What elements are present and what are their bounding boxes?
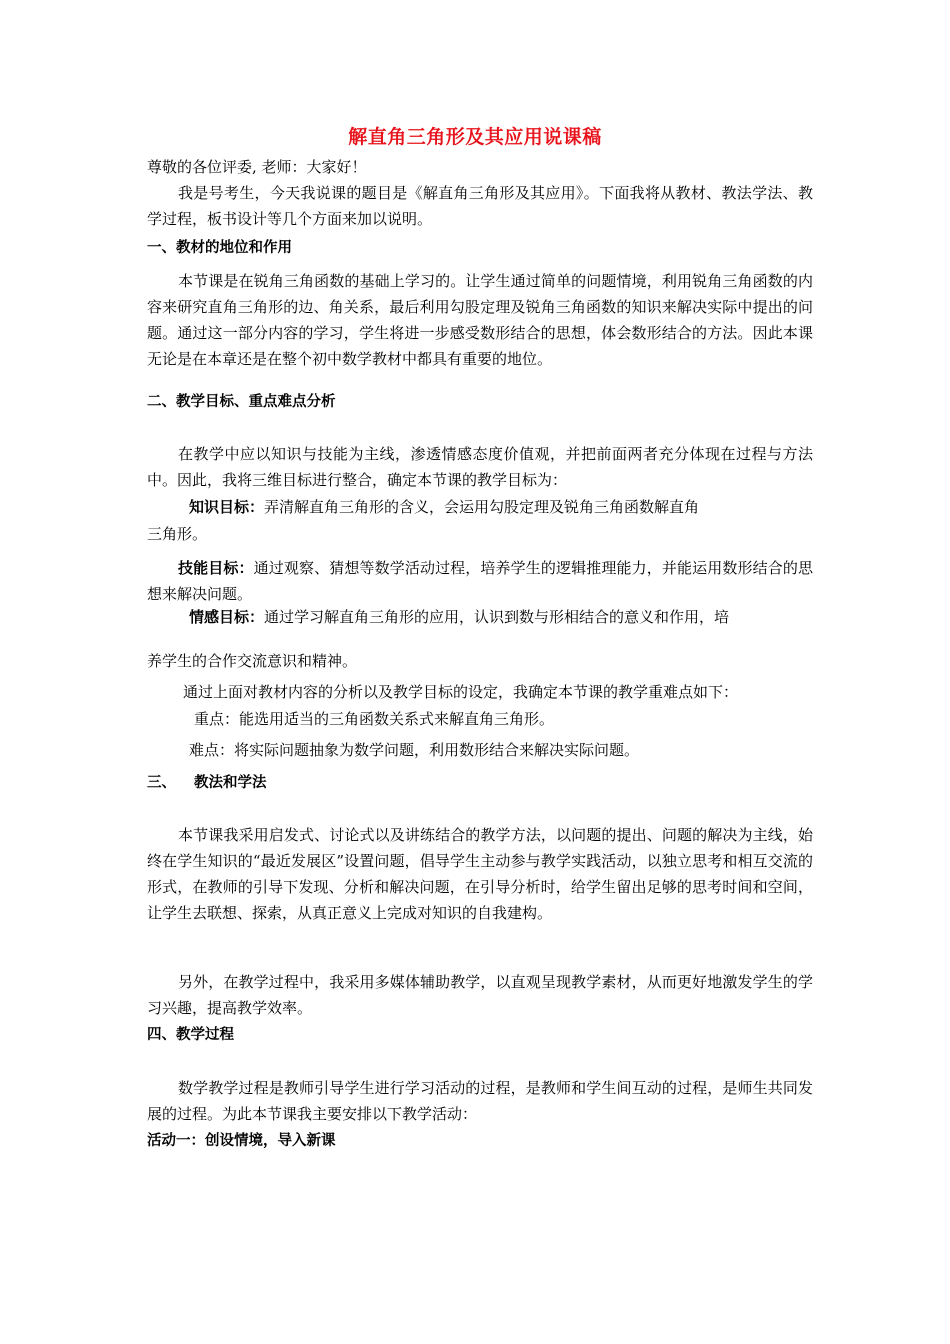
section-2-heading: 二、教学目标、重点难点分析 bbox=[147, 394, 336, 410]
knowledge-goal-continued: 三角形。 bbox=[147, 525, 208, 543]
key-points-transition: 通过上面对教材内容的分析以及教学目标的设定，我确定本节课的教学重难点如下： bbox=[183, 683, 739, 701]
section-4-paragraph: 数学教学过程是教师引导学生进行学习活动的过程，是教师和学生间互动的过程，是师生共同发展的过程。为此本节课我主要安排以下教学活动： bbox=[147, 1079, 813, 1123]
section-3-paragraph-2: 另外，在教学过程中，我采用多媒体辅助教学，以直观呈现教学素材，从而更好地激发学生的学习兴趣，提高教学效率。 bbox=[147, 973, 813, 1017]
skill-goal-text: 通过观察、猜想等数学活动过程，培养学生的逻辑推理能力，并能运用数形结合的思想来解决问题。 bbox=[147, 559, 813, 603]
page-title: 解直角三角形及其应用说课稿 bbox=[348, 126, 602, 148]
intro-paragraph: 我是号考生，今天我说课的题目是《解直角三角形及其应用》。下面我将从教材、教法学法、教学过程，板书设计等几个方面来加以说明。 bbox=[147, 184, 813, 228]
key-point: 重点：能选用适当的三角函数关系式来解直角三角形。 bbox=[194, 710, 555, 728]
difficulty-point: 难点：将实际问题抽象为数学问题，利用数形结合来解决实际问题。 bbox=[189, 741, 640, 759]
section-3-heading bbox=[147, 770, 813, 796]
emotion-goal bbox=[147, 604, 813, 630]
knowledge-goal-label: 知识目标： bbox=[189, 498, 265, 516]
skill-goal bbox=[147, 555, 813, 607]
knowledge-goal bbox=[147, 494, 813, 520]
section-1-paragraph: 本节课是在锐角三角函数的基础上学习的。让学生通过简单的问题情境，利用锐角三角函数的内容来研究直角三角形的边、角关系，最后利用勾股定理及锐角三角函数的知识来解决实际中提出的问题。通过这一部分内容的学习，学生将进一步感受数形结合的思想，体会数形结合的方法。因此本课无论是在本章还是在整个初中数学教材中都具有重要的地位。 bbox=[147, 272, 813, 368]
section-3-title: 教法和学法 bbox=[194, 775, 267, 791]
activity-1-heading: 活动一：创设情境，导入新课 bbox=[147, 1133, 336, 1149]
greeting: 尊敬的各位评委, 老师：大家好！ bbox=[147, 158, 367, 176]
emotion-goal-continued: 养学生的合作交流意识和精神。 bbox=[147, 652, 358, 670]
section-3-number: 三、 bbox=[147, 775, 176, 791]
skill-goal-label: 技能目标： bbox=[178, 559, 254, 577]
emotion-goal-text: 通过学习解直角三角形的应用，认识到数与形相结合的意义和作用，培 bbox=[264, 608, 730, 626]
section-4-heading: 四、教学过程 bbox=[147, 1027, 234, 1043]
emotion-goal-label: 情感目标： bbox=[189, 608, 265, 626]
section-2-paragraph: 在教学中应以知识与技能为主线，渗透情感态度价值观，并把前面两者充分体现在过程与方法中。因此，我将三维目标进行整合，确定本节课的教学目标为： bbox=[147, 445, 813, 489]
knowledge-goal-text: 弄清解直角三角形的含义，会运用勾股定理及锐角三角函数解直角 bbox=[264, 498, 700, 516]
section-1-heading: 一、教材的地位和作用 bbox=[147, 240, 292, 256]
section-3-paragraph-1: 本节课我采用启发式、讨论式以及讲练结合的教学方法，以问题的提出、问题的解决为主线，始终在学生知识的“最近发展区”设置问题，倡导学生主动参与教学实践活动，以独立思考和相互交流的形式，在教师的引导下发现、分析和解决问题，在引导分析时，给学生留出足够的思考时间和空间，让学生去联想、探索，从真正意义上完成对知识的自我建构。 bbox=[147, 826, 813, 922]
